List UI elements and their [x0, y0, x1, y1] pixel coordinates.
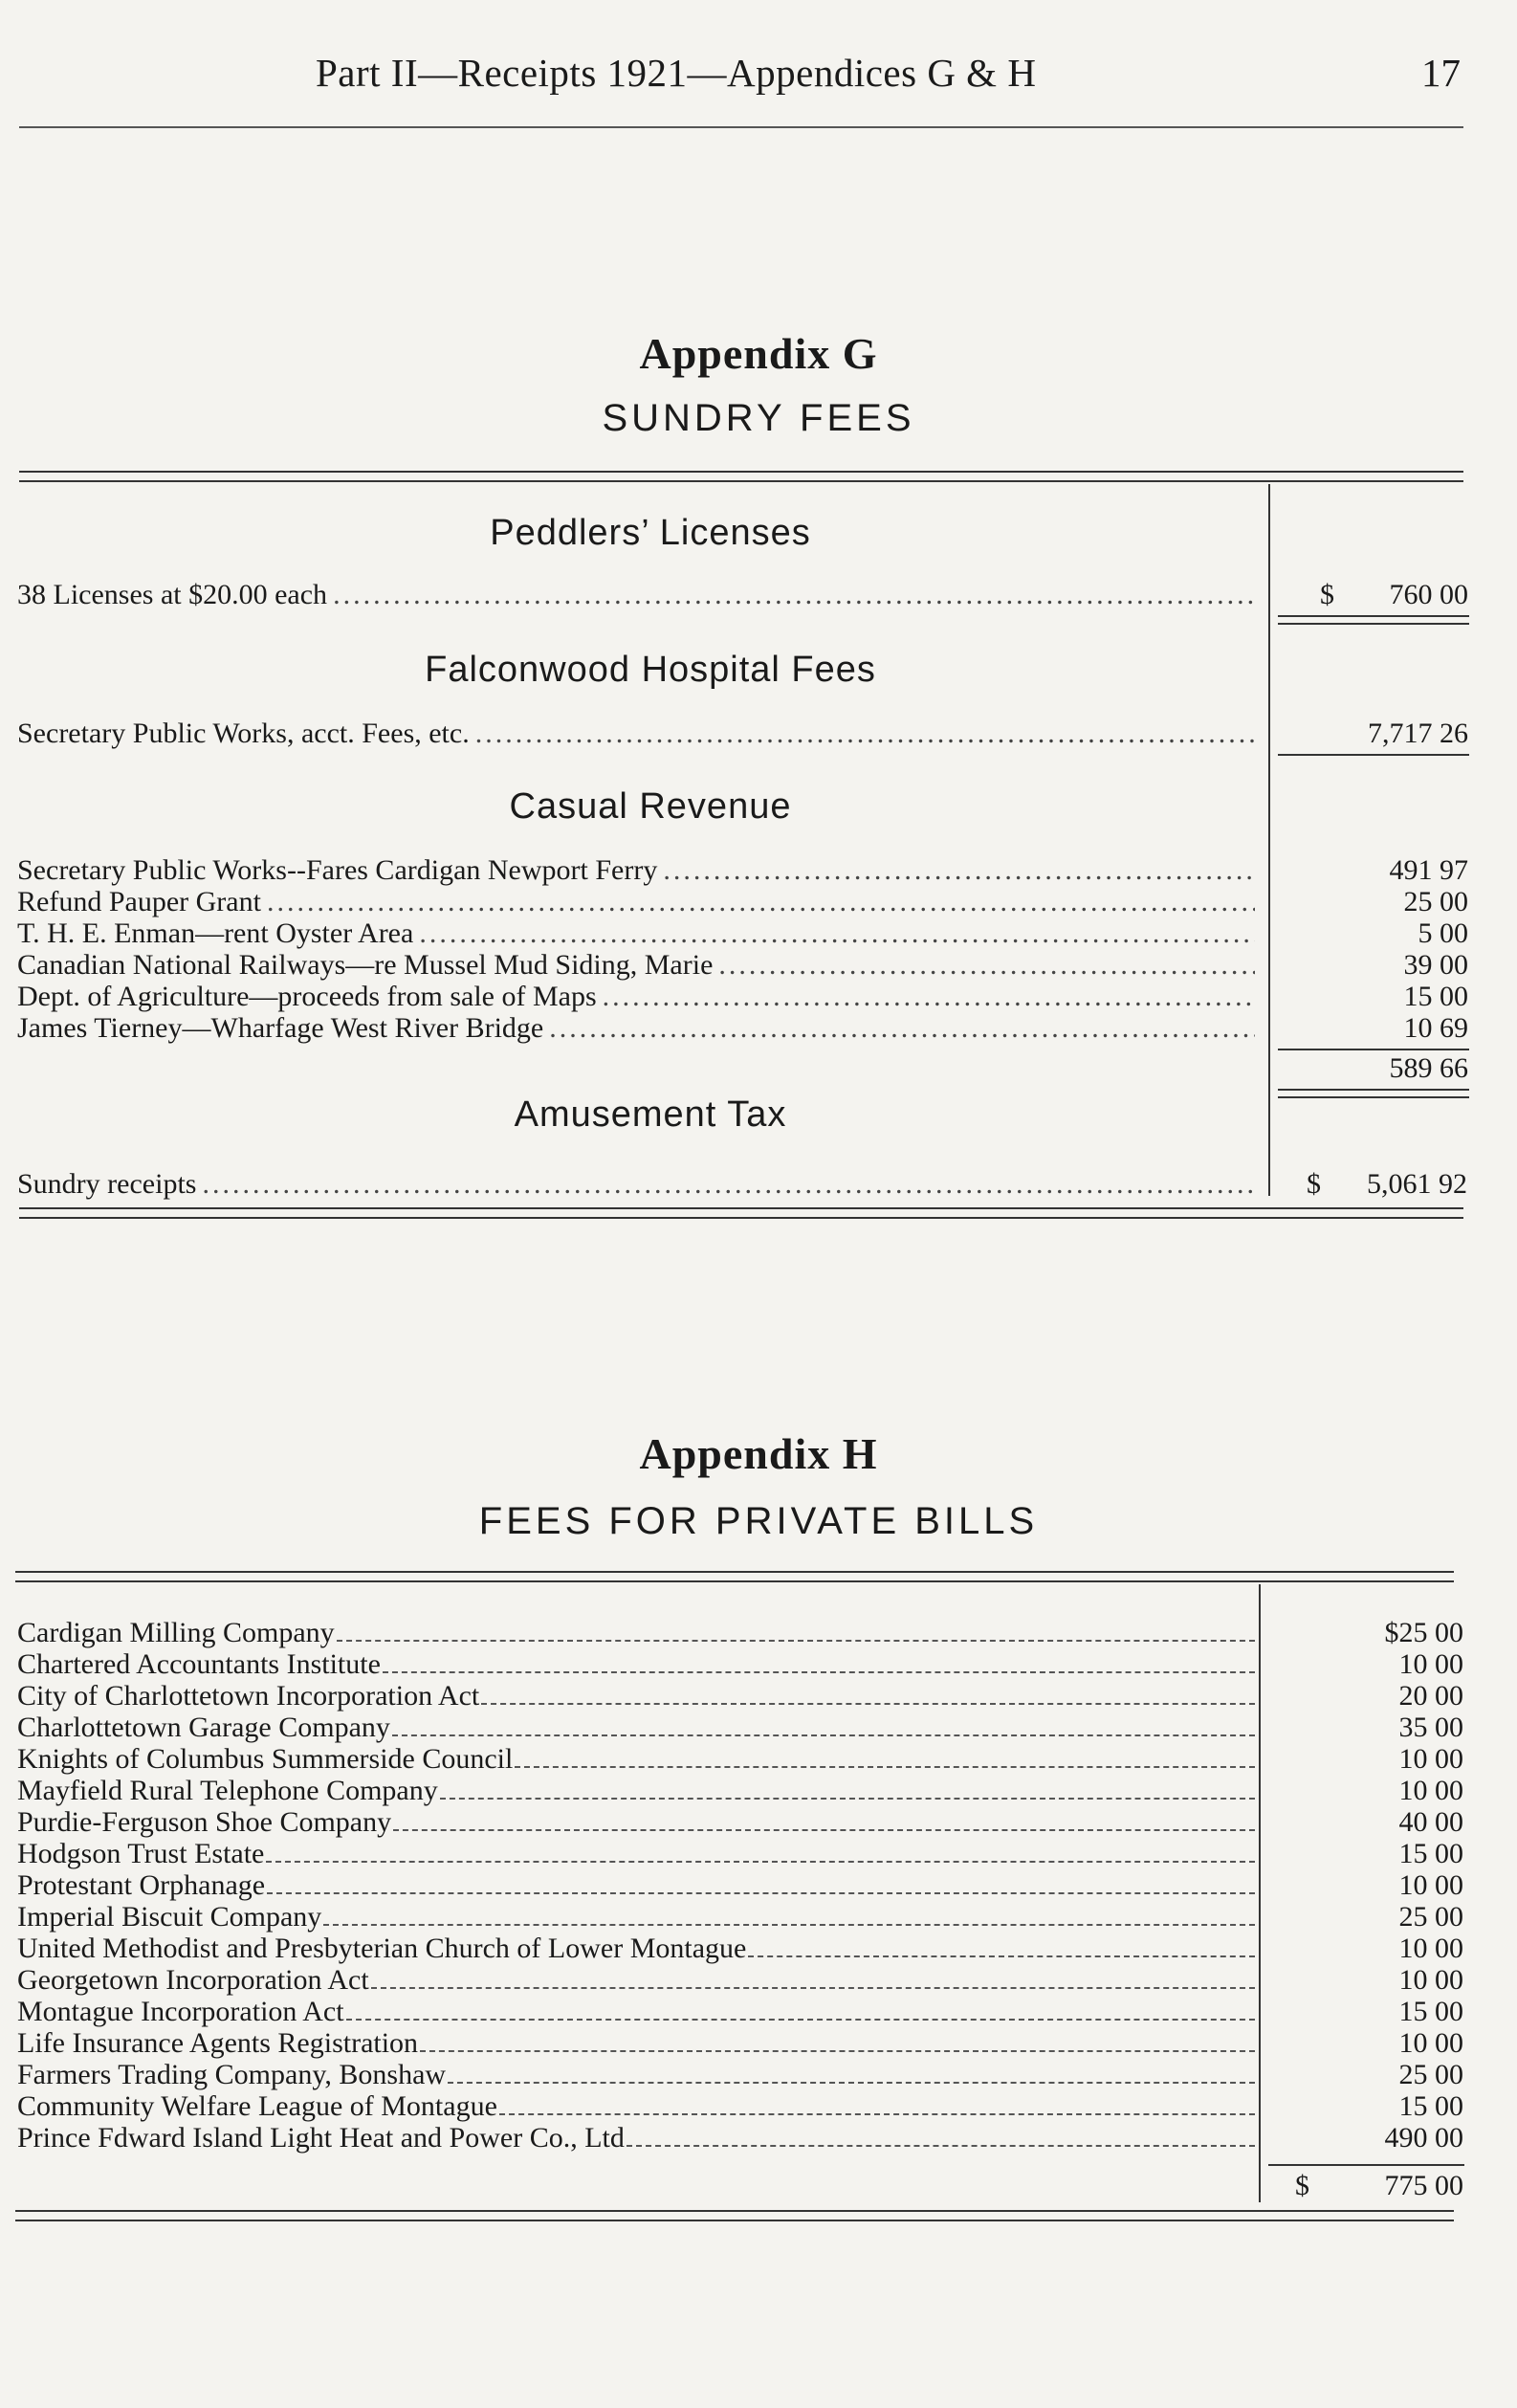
- row-amount: 10 00: [1398, 1869, 1463, 1901]
- leader-dashes: [266, 1861, 1255, 1863]
- row-label: Chartered Accountants Institute: [17, 1648, 381, 1680]
- leader-dashes: [393, 1829, 1255, 1831]
- row-label: Life Insurance Agents Registration: [17, 2027, 419, 2059]
- row-amount: 10 00: [1398, 2027, 1463, 2059]
- row-label: Secretary Public Works--Fares Cardigan Newport Ferry: [17, 854, 658, 886]
- row-label: Cardigan Milling Company: [17, 1617, 335, 1648]
- row-amount: 7,717 26: [1368, 718, 1468, 749]
- ledger-row: [17, 1168, 1261, 1201]
- row-amount: 15 00: [1403, 981, 1468, 1012]
- section-heading-amusement: Amusement Tax: [514, 1094, 787, 1135]
- total-rule: [1268, 2164, 1464, 2166]
- row-label: 38 Licenses at $20.00 each: [17, 579, 328, 610]
- ledger-row: [17, 1712, 1261, 1744]
- row-label: Knights of Columbus Summerside Council: [17, 1743, 514, 1775]
- leader-dashes: [346, 2019, 1255, 2021]
- leader-dashes: [440, 1798, 1255, 1800]
- ledger-row: [17, 949, 1261, 982]
- ledger-row: [17, 1806, 1261, 1839]
- row-amount: $25 00: [1384, 1617, 1463, 1648]
- total-amount: $ 775 00: [1295, 2170, 1463, 2201]
- ledger-row: [17, 1996, 1261, 2028]
- leader-dashes: [420, 2050, 1255, 2052]
- row-label: Secretary Public Works, acct. Fees, etc.: [17, 718, 470, 749]
- amount-double-rule: [1278, 615, 1469, 625]
- row-amount: $ 760 00: [1320, 579, 1468, 610]
- row-amount: 10 00: [1398, 1648, 1463, 1680]
- leader-dots: [202, 1168, 1255, 1201]
- row-amount: 10 00: [1398, 1933, 1463, 1964]
- ledger-row: [17, 886, 1261, 918]
- leader-dots: [419, 917, 1255, 950]
- ledger-row: [17, 718, 1261, 750]
- row-amount: 25 00: [1398, 1901, 1463, 1933]
- running-head: Part II—Receipts 1921—Appendices G & H: [316, 51, 1037, 95]
- ledger-row: [17, 1012, 1261, 1045]
- leader-dots: [475, 718, 1255, 750]
- row-label: Mayfield Rural Telephone Company: [17, 1775, 438, 1806]
- appendix-g-top-rule: [19, 471, 1463, 482]
- header-rule: [19, 126, 1463, 128]
- page-number: 17: [1421, 51, 1461, 95]
- leader-dashes: [323, 1924, 1255, 1926]
- row-label: Sundry receipts: [17, 1168, 197, 1200]
- subtotal-double-rule: [1278, 1089, 1469, 1098]
- section-heading-falconwood: Falconwood Hospital Fees: [425, 650, 876, 690]
- leader-dashes: [748, 1955, 1255, 1957]
- leader-dashes: [371, 1987, 1255, 1989]
- row-label: Community Welfare League of Montague: [17, 2090, 497, 2122]
- appendix-h-top-rule: [15, 1571, 1454, 1582]
- ledger-row: [17, 1933, 1261, 1965]
- section-heading-peddlers: Peddlers’ Licenses: [490, 513, 811, 553]
- ledger-row: [17, 1869, 1261, 1902]
- row-amount: 20 00: [1398, 1680, 1463, 1712]
- row-amount: 5 00: [1418, 917, 1468, 949]
- row-amount: 10 00: [1398, 1775, 1463, 1806]
- row-label: Georgetown Incorporation Act: [17, 1964, 369, 1996]
- row-label: United Methodist and Presbyterian Church of Lower Montague: [17, 1933, 747, 1964]
- leader-dots: [603, 981, 1255, 1013]
- row-label: Hodgson Trust Estate: [17, 1838, 265, 1869]
- ledger-row: [17, 1617, 1261, 1649]
- row-label: Farmers Trading Company, Bonshaw: [17, 2059, 447, 2090]
- appendix-h-bottom-rule: [15, 2210, 1454, 2221]
- section-heading-casual: Casual Revenue: [509, 786, 792, 827]
- row-amount: 25 00: [1403, 886, 1468, 917]
- row-label: Purdie-Ferguson Shoe Company: [17, 1806, 392, 1838]
- ledger-row: [17, 1964, 1261, 1997]
- row-label: Canadian National Railways—re Mussel Mud Siding, Marie: [17, 949, 714, 981]
- subtotal-amount: 589 66: [1389, 1052, 1468, 1084]
- row-label: Protestant Orphanage: [17, 1869, 266, 1901]
- amount-rule: [1278, 754, 1469, 756]
- leader-dashes: [515, 1766, 1255, 1768]
- ledger-row: [17, 917, 1261, 950]
- ledger-row: [17, 1743, 1261, 1776]
- ledger-row: [17, 854, 1261, 887]
- grand-total-amount: $ 5,061 92: [1307, 1168, 1467, 1200]
- appendix-g-title: Appendix G: [639, 329, 878, 378]
- ledger-row: [17, 1838, 1261, 1870]
- row-label: James Tierney—Wharfage West River Bridge: [17, 1012, 544, 1044]
- ledger-row: [17, 579, 1261, 611]
- leader-dashes: [267, 1892, 1255, 1894]
- ledger-row: [17, 2027, 1261, 2060]
- row-amount: 39 00: [1403, 949, 1468, 981]
- row-label: Imperial Biscuit Company: [17, 1901, 322, 1933]
- appendix-h-title: Appendix H: [639, 1429, 878, 1478]
- row-amount: 40 00: [1398, 1806, 1463, 1838]
- row-label: Charlottetown Garage Company: [17, 1712, 390, 1743]
- row-label: City of Charlottetown Incorporation Act: [17, 1680, 480, 1712]
- ledger-row: [17, 2090, 1261, 2123]
- row-label: Refund Pauper Grant: [17, 886, 261, 917]
- leader-dashes: [392, 1734, 1255, 1736]
- row-label: Montague Incorporation Act: [17, 1996, 344, 2027]
- ledger-row: [17, 981, 1261, 1013]
- leader-dashes: [481, 1703, 1255, 1705]
- row-amount: 10 00: [1398, 1964, 1463, 1996]
- leader-dashes: [337, 1640, 1255, 1642]
- ledger-row: [17, 1901, 1261, 1933]
- row-amount: 10 69: [1403, 1012, 1468, 1044]
- appendix-g-subtitle: SUNDRY FEES: [602, 397, 915, 439]
- row-amount: 15 00: [1398, 1996, 1463, 2027]
- row-label: Prince Fdward Island Light Heat and Power Co., Ltd: [17, 2122, 625, 2154]
- leader-dots: [718, 949, 1255, 982]
- leader-dashes: [627, 2145, 1255, 2147]
- row-amount: 25 00: [1398, 2059, 1463, 2090]
- row-amount: 35 00: [1398, 1712, 1463, 1743]
- leader-dots: [549, 1012, 1255, 1045]
- ledger-row: [17, 2059, 1261, 2091]
- row-label: Dept. of Agriculture—proceeds from sale of Maps: [17, 981, 597, 1012]
- row-amount: 490 00: [1384, 2122, 1463, 2154]
- leader-dashes: [383, 1671, 1255, 1673]
- appendix-g-column-rule: [1268, 484, 1270, 1196]
- row-amount: 491 97: [1389, 854, 1468, 886]
- ledger-row: [17, 1648, 1261, 1681]
- leader-dots: [333, 579, 1255, 611]
- appendix-g-bottom-rule: [19, 1207, 1463, 1219]
- row-amount: 10 00: [1398, 1743, 1463, 1775]
- ledger-row: [17, 2122, 1261, 2154]
- leader-dots: [267, 886, 1255, 918]
- row-label: T. H. E. Enman—rent Oyster Area: [17, 917, 414, 949]
- leader-dashes: [499, 2113, 1255, 2115]
- row-amount: 15 00: [1398, 1838, 1463, 1869]
- appendix-h-subtitle: FEES FOR PRIVATE BILLS: [478, 1500, 1039, 1542]
- ledger-row: [17, 1680, 1261, 1712]
- ledger-row: [17, 1775, 1261, 1807]
- leader-dots: [663, 854, 1255, 887]
- leader-dashes: [448, 2082, 1255, 2084]
- subtotal-rule: [1278, 1049, 1469, 1050]
- row-amount: 15 00: [1398, 2090, 1463, 2122]
